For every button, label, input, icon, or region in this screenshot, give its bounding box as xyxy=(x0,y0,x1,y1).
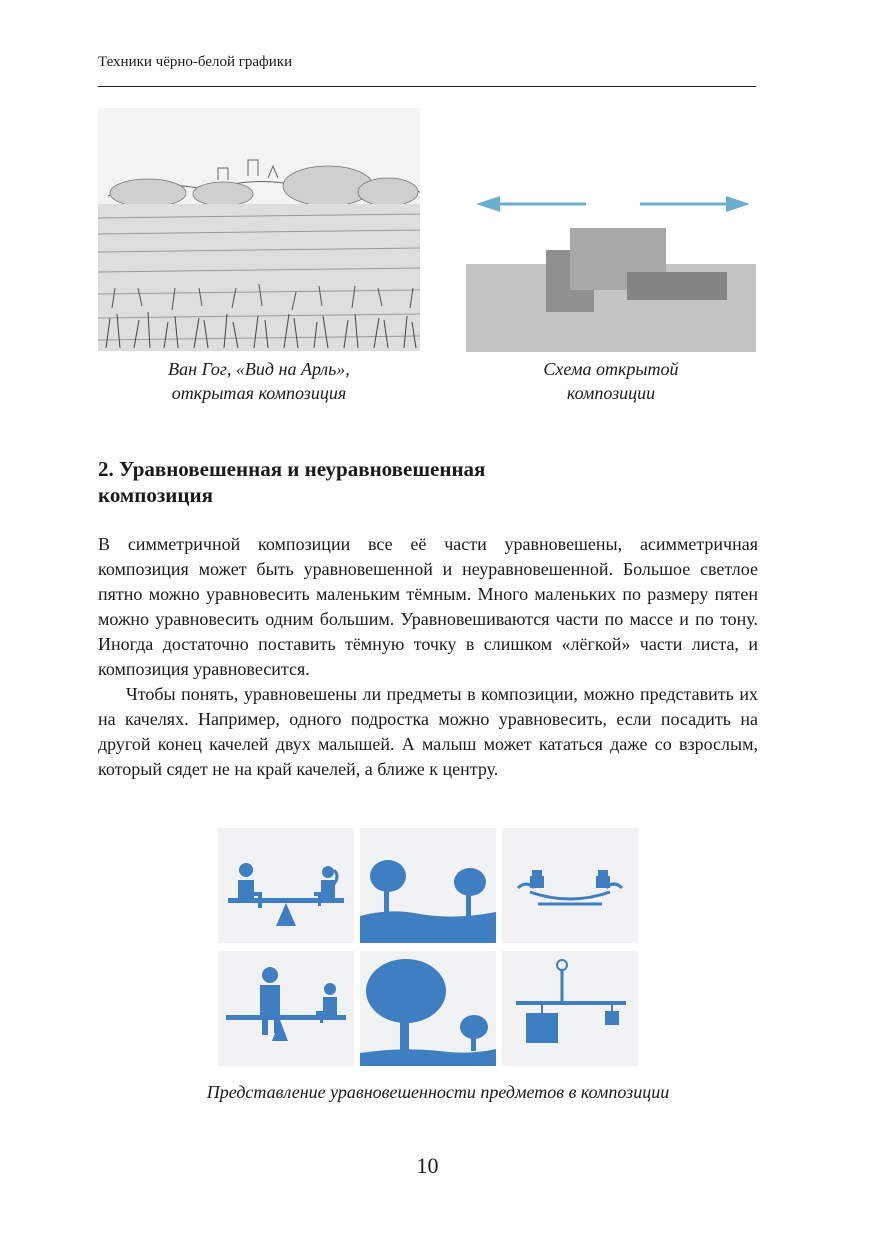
balance-scale-illustration xyxy=(502,951,638,1066)
running-title: Техники чёрно-белой графики xyxy=(98,54,293,70)
open-composition-scheme xyxy=(466,180,756,352)
header-rule xyxy=(98,86,756,87)
section-title-line2: композиция xyxy=(98,483,213,507)
vangogh-view-of-arles-image xyxy=(98,108,420,351)
vangogh-caption xyxy=(98,357,420,405)
section-title xyxy=(98,456,758,508)
vangogh-caption-line1: Ван Гог, «Вид на Арль», xyxy=(168,359,350,379)
two-trees-balanced-illustration xyxy=(360,828,496,943)
scheme-caption-line2: композиции xyxy=(566,383,656,403)
symmetric-vase-illustration xyxy=(502,828,638,943)
scheme-block-wide xyxy=(627,272,727,300)
seesaw-adult-child-illustration xyxy=(218,951,354,1066)
scheme-caption-line1: Схема открытой xyxy=(543,359,679,379)
page-number: 10 xyxy=(416,1153,439,1178)
scheme-caption xyxy=(466,357,756,405)
section-title-line1: 2. Уравновешенная и неуравновешенная xyxy=(98,457,486,481)
balance-illustrations-grid xyxy=(218,828,637,1066)
left-arrow-icon xyxy=(476,196,586,212)
body-text xyxy=(98,532,758,782)
seesaw-balanced-illustration xyxy=(218,828,354,943)
vangogh-caption-line2: открытая композиция xyxy=(171,383,347,403)
paragraph-2: Чтобы понять, уравновешены ли предметы в композиции, можно представить их на качелях. Например, одного подростка можно уравновесить, если посадить на другой конец качелей двух малышей. А малыш может кататься даже со взрослым, который сядет не на край качелей, а ближе к центру. xyxy=(98,684,758,779)
big-and-small-tree-illustration xyxy=(360,951,496,1066)
paragraph-1: В симметричной композиции все её части уравновешены, асимметричная композиция может быть уравновешенной и неуравновешенной. Большое светлое пятно можно уравновесить маленьким тёмным. Много маленьких по размеру пятен можно уравновесить одним большим. Уравновешиваются части по массе и по тону. Иногда достаточно поставить тёмную точку в слишком «лёгкой» части листа, и композиция уравновесится. xyxy=(98,534,758,679)
right-arrow-icon xyxy=(640,196,750,212)
grid-caption: Представление уравновешенности предметов в композиции xyxy=(206,1082,670,1102)
